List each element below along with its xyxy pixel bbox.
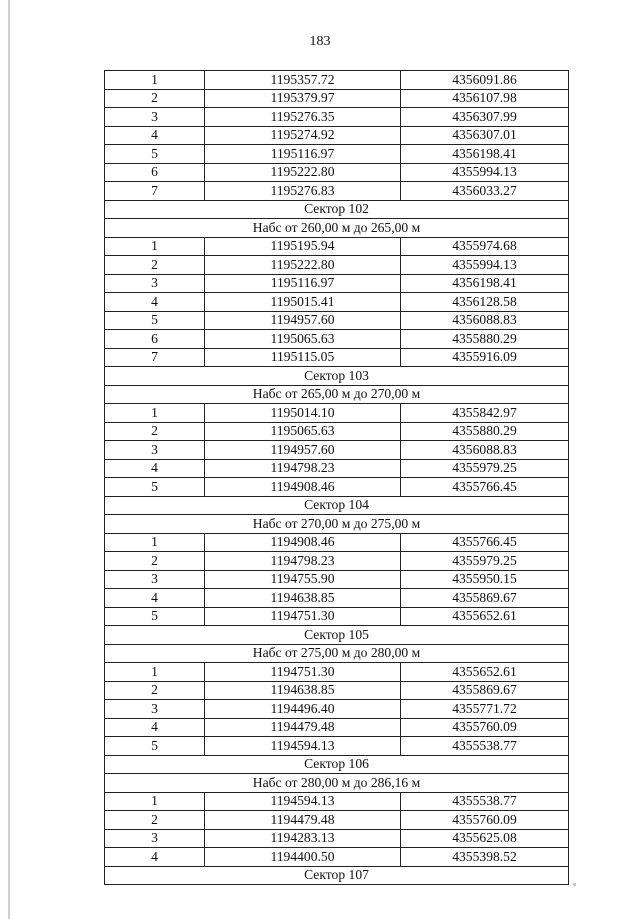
sector-title-row [105, 367, 569, 386]
y-coordinate-cell: 4356088.83 [401, 441, 569, 460]
y-coordinate-cell: 4355916.09 [401, 348, 569, 367]
y-coordinate-cell: 4355652.61 [401, 607, 569, 626]
x-coordinate-cell: 1194908.46 [205, 533, 401, 552]
coordinates-table-body [105, 71, 569, 885]
y-coordinate-cell: 4355869.67 [401, 681, 569, 700]
y-coordinate-cell: 4355538.77 [401, 737, 569, 756]
x-coordinate-cell: 1195222.80 [205, 163, 401, 182]
x-coordinate-cell: 1194594.13 [205, 737, 401, 756]
point-number-cell: 1 [105, 237, 205, 256]
x-coordinate-cell: 1194594.13 [205, 792, 401, 811]
y-coordinate-cell: 4355869.67 [401, 589, 569, 608]
point-number-cell: 5 [105, 145, 205, 164]
x-coordinate-cell: 1195222.80 [205, 256, 401, 275]
y-coordinate-cell: 4356198.41 [401, 274, 569, 293]
table-row [105, 108, 569, 127]
x-coordinate-cell: 1194638.85 [205, 681, 401, 700]
point-number-cell: 1 [105, 792, 205, 811]
table-row [105, 71, 569, 90]
point-number-cell: 5 [105, 311, 205, 330]
table-row [105, 589, 569, 608]
point-number-cell: 5 [105, 478, 205, 497]
sector-title: Сектор 107 [105, 866, 569, 885]
table-row [105, 607, 569, 626]
x-coordinate-cell: 1194496.40 [205, 700, 401, 719]
point-number-cell: 5 [105, 607, 205, 626]
x-coordinate-cell: 1195195.94 [205, 237, 401, 256]
table-row [105, 237, 569, 256]
table-row [105, 163, 569, 182]
y-coordinate-cell: 4355842.97 [401, 404, 569, 423]
y-coordinate-cell: 4356128.58 [401, 293, 569, 312]
x-coordinate-cell: 1194957.60 [205, 311, 401, 330]
x-coordinate-cell: 1194479.48 [205, 811, 401, 830]
x-coordinate-cell: 1194751.30 [205, 663, 401, 682]
x-coordinate-cell: 1194798.23 [205, 552, 401, 571]
table-row [105, 311, 569, 330]
sector-title: Сектор 103 [105, 367, 569, 386]
point-number-cell: 2 [105, 256, 205, 275]
y-coordinate-cell: 4355760.09 [401, 718, 569, 737]
x-coordinate-cell: 1195116.97 [205, 145, 401, 164]
sector-title-row [105, 626, 569, 645]
table-row [105, 681, 569, 700]
y-coordinate-cell: 4355974.68 [401, 237, 569, 256]
x-coordinate-cell: 1194957.60 [205, 441, 401, 460]
sector-title-row [105, 496, 569, 515]
sector-height-range: Набс от 270,00 м до 275,00 м [105, 515, 569, 534]
y-coordinate-cell: 4355994.13 [401, 163, 569, 182]
point-number-cell: 6 [105, 163, 205, 182]
x-coordinate-cell: 1194400.50 [205, 848, 401, 867]
point-number-cell: 5 [105, 737, 205, 756]
sector-title-row [105, 200, 569, 219]
table-row [105, 126, 569, 145]
x-coordinate-cell: 1195115.05 [205, 348, 401, 367]
x-coordinate-cell: 1195274.92 [205, 126, 401, 145]
y-coordinate-cell: 4355398.52 [401, 848, 569, 867]
x-coordinate-cell: 1194751.30 [205, 607, 401, 626]
y-coordinate-cell: 4356307.99 [401, 108, 569, 127]
table-row [105, 441, 569, 460]
sector-title: Сектор 104 [105, 496, 569, 515]
table-row [105, 459, 569, 478]
table-row [105, 848, 569, 867]
table-row [105, 89, 569, 108]
table-row [105, 570, 569, 589]
y-coordinate-cell: 4355880.29 [401, 422, 569, 441]
sector-height-range-row [105, 219, 569, 238]
point-number-cell: 3 [105, 570, 205, 589]
sector-title-row [105, 755, 569, 774]
table-row [105, 533, 569, 552]
point-number-cell: 3 [105, 441, 205, 460]
x-coordinate-cell: 1195065.63 [205, 330, 401, 349]
x-coordinate-cell: 1195357.72 [205, 71, 401, 90]
page-number: 183 [309, 34, 331, 49]
table-row [105, 422, 569, 441]
y-coordinate-cell: 4355994.13 [401, 256, 569, 275]
point-number-cell: 4 [105, 459, 205, 478]
x-coordinate-cell: 1195015.41 [205, 293, 401, 312]
x-coordinate-cell: 1195116.97 [205, 274, 401, 293]
y-coordinate-cell: 4356033.27 [401, 182, 569, 201]
table-row [105, 330, 569, 349]
point-number-cell: 3 [105, 274, 205, 293]
y-coordinate-cell: 4355766.45 [401, 533, 569, 552]
x-coordinate-cell: 1194755.90 [205, 570, 401, 589]
table-row [105, 256, 569, 275]
y-coordinate-cell: 4355979.25 [401, 459, 569, 478]
point-number-cell: 4 [105, 589, 205, 608]
point-number-cell: 2 [105, 552, 205, 571]
point-number-cell: 1 [105, 533, 205, 552]
point-number-cell: 4 [105, 293, 205, 312]
point-number-cell: 1 [105, 663, 205, 682]
x-coordinate-cell: 1195379.97 [205, 89, 401, 108]
table-row [105, 552, 569, 571]
table-row [105, 811, 569, 830]
x-coordinate-cell: 1195014.10 [205, 404, 401, 423]
table-row [105, 348, 569, 367]
sector-title: Сектор 106 [105, 755, 569, 774]
x-coordinate-cell: 1195065.63 [205, 422, 401, 441]
point-number-cell: 7 [105, 182, 205, 201]
table-row [105, 718, 569, 737]
point-number-cell: 2 [105, 681, 205, 700]
point-number-cell: 3 [105, 700, 205, 719]
point-number-cell: 2 [105, 89, 205, 108]
scan-page-edge [8, 0, 10, 919]
sector-height-range-row [105, 385, 569, 404]
sector-height-range-row [105, 644, 569, 663]
table-row [105, 404, 569, 423]
point-number-cell: 1 [105, 71, 205, 90]
x-coordinate-cell: 1195276.83 [205, 182, 401, 201]
table-row [105, 663, 569, 682]
x-coordinate-cell: 1194638.85 [205, 589, 401, 608]
point-number-cell: 4 [105, 848, 205, 867]
sector-height-range: Набс от 265,00 м до 270,00 м [105, 385, 569, 404]
point-number-cell: 2 [105, 811, 205, 830]
table-row [105, 293, 569, 312]
table-row [105, 478, 569, 497]
point-number-cell: 6 [105, 330, 205, 349]
y-coordinate-cell: 4355538.77 [401, 792, 569, 811]
sector-height-range: Набс от 260,00 м до 265,00 м [105, 219, 569, 238]
x-coordinate-cell: 1194479.48 [205, 718, 401, 737]
table-row [105, 829, 569, 848]
sector-title: Сектор 105 [105, 626, 569, 645]
sector-height-range-row [105, 774, 569, 793]
x-coordinate-cell: 1194798.23 [205, 459, 401, 478]
table-row [105, 182, 569, 201]
point-number-cell: 4 [105, 718, 205, 737]
y-coordinate-cell: 4355760.09 [401, 811, 569, 830]
point-number-cell: 1 [105, 404, 205, 423]
coordinates-table [104, 70, 569, 885]
table-row [105, 737, 569, 756]
y-coordinate-cell: 4356088.83 [401, 311, 569, 330]
table-row [105, 145, 569, 164]
x-coordinate-cell: 1195276.35 [205, 108, 401, 127]
point-number-cell: 7 [105, 348, 205, 367]
y-coordinate-cell: 4355771.72 [401, 700, 569, 719]
sector-title-row [105, 866, 569, 885]
y-coordinate-cell: 4356307.01 [401, 126, 569, 145]
sector-height-range-row [105, 515, 569, 534]
y-coordinate-cell: 4355880.29 [401, 330, 569, 349]
scan-speck [573, 883, 576, 886]
table-row [105, 700, 569, 719]
sector-title: Сектор 102 [105, 200, 569, 219]
table-row [105, 274, 569, 293]
y-coordinate-cell: 4355625.08 [401, 829, 569, 848]
y-coordinate-cell: 4355950.15 [401, 570, 569, 589]
x-coordinate-cell: 1194283.13 [205, 829, 401, 848]
y-coordinate-cell: 4355652.61 [401, 663, 569, 682]
sector-height-range: Набс от 275,00 м до 280,00 м [105, 644, 569, 663]
table-row [105, 792, 569, 811]
y-coordinate-cell: 4356091.86 [401, 71, 569, 90]
x-coordinate-cell: 1194908.46 [205, 478, 401, 497]
y-coordinate-cell: 4356198.41 [401, 145, 569, 164]
y-coordinate-cell: 4356107.98 [401, 89, 569, 108]
sector-height-range: Набс от 280,00 м до 286,16 м [105, 774, 569, 793]
y-coordinate-cell: 4355979.25 [401, 552, 569, 571]
point-number-cell: 3 [105, 108, 205, 127]
point-number-cell: 3 [105, 829, 205, 848]
point-number-cell: 4 [105, 126, 205, 145]
y-coordinate-cell: 4355766.45 [401, 478, 569, 497]
point-number-cell: 2 [105, 422, 205, 441]
